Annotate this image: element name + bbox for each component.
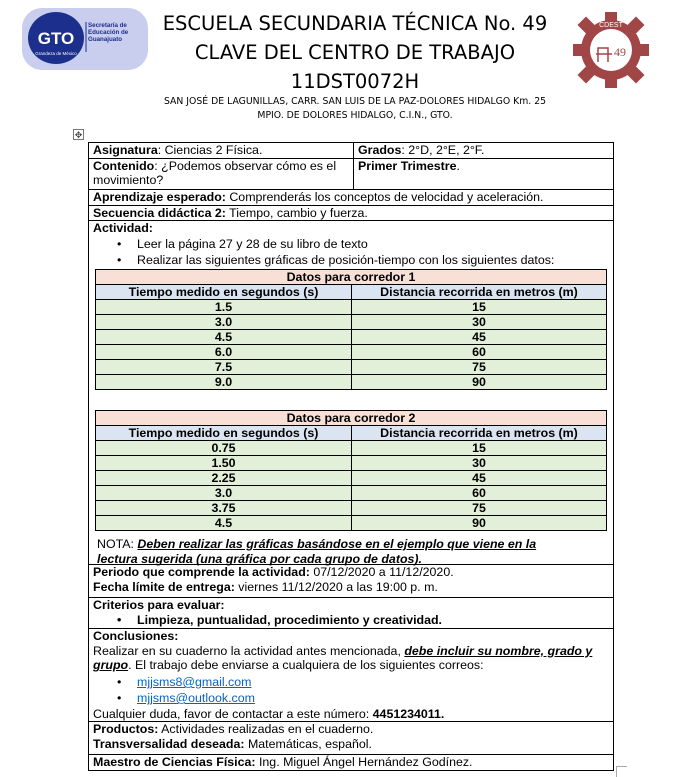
maestro-value: Ing. Miguel Ángel Hernández Godínez. xyxy=(255,755,473,770)
address-line-1: SAN JOSÉ DE LAGUNILLAS, CARR. SAN LUIS DE LA PAZ-DOLORES HIDALGO Km. 25 xyxy=(163,96,547,107)
cdest-logo-text: CDEST xyxy=(599,22,623,29)
email-link[interactable]: mjjsms8@gmail.com xyxy=(137,675,252,689)
asignatura-label: Asignatura xyxy=(93,143,158,157)
fecha-label: Fecha límite de entrega: xyxy=(93,579,235,594)
table-row: 0.75 15 xyxy=(96,441,607,456)
secuencia-label: Secuencia didáctica 2: xyxy=(93,205,226,220)
table-row: 4.5 45 xyxy=(96,330,607,345)
transversalidad-value: Matemáticas, español. xyxy=(244,736,372,751)
gto-logo-text: GTO xyxy=(37,29,75,48)
clave-title: CLAVE DEL CENTRO DE TRABAJO xyxy=(194,41,516,64)
corredor-1-table xyxy=(95,269,607,390)
asignatura-cell xyxy=(89,143,354,159)
conclusiones-label: Conclusiones: xyxy=(93,629,179,644)
nota-text: Deben realizar las gráficas basándose en el ejemplo que viene en la lectura sugerida (una gráfica por cada grupo de datos). xyxy=(97,537,537,566)
grados-cell xyxy=(354,143,614,159)
contacto-line xyxy=(93,707,444,722)
actividad-item: • Realizar las siguientes gráficas de posición-tiempo con los siguientes datos: xyxy=(117,253,555,267)
table-caption: Datos para corredor 1 xyxy=(96,270,607,285)
gto-logo xyxy=(22,8,148,70)
aprendizaje-value: Comprenderás los conceptos de velocidad y aceleración. xyxy=(225,189,544,204)
conclusiones-emphasis: debe incluir su nombre, grado y grupo xyxy=(93,643,593,673)
table-row: 3.75 75 xyxy=(96,501,607,516)
table-row: 2.25 45 xyxy=(96,471,607,486)
secuencia-cell xyxy=(89,205,614,221)
aprendizaje-label: Aprendizaje esperado: xyxy=(93,189,226,204)
maestro-cell xyxy=(89,755,614,771)
table-row: 6.0 60 xyxy=(96,345,607,360)
address-line-2: MPIO. DE DOLORES HIDALGO, C.I.N., GTO. xyxy=(257,110,453,121)
grados-value: : 2°D, 2°E, 2°F. xyxy=(401,143,485,157)
gto-logo-org: Secretaría de Educación de Guanajuato xyxy=(88,22,129,43)
productos-cell xyxy=(89,722,614,755)
criterios-item: • Limpieza, puntualidad, procedimiento y creatividad. xyxy=(117,613,443,627)
column-header: Tiempo medido en segundos (s) xyxy=(96,285,352,300)
periodo-cell xyxy=(89,565,614,598)
nota-label: NOTA: xyxy=(97,537,138,551)
periodo-label: Periodo que comprende la actividad: xyxy=(93,565,310,580)
conclusiones-text-2: . El trabajo debe enviarse a cualquiera de los siguientes correos: xyxy=(128,658,484,673)
actividad-item: • Leer la página 27 y 28 de su libro de texto xyxy=(117,237,368,251)
table-row: 3.0 30 xyxy=(96,315,607,330)
table-row: 1.50 30 xyxy=(96,456,607,471)
cdest-logo-num: 49 xyxy=(614,45,626,59)
table-move-handle-icon[interactable]: ✥ xyxy=(74,130,83,140)
email-link[interactable]: mjjsms@outlook.com xyxy=(137,691,255,705)
trimestre-label: Primer Trimestre xyxy=(358,158,457,173)
conclusiones-text-1: Realizar en su cuaderno la actividad antes mencionada, xyxy=(93,643,405,658)
table-row: 1.5 15 xyxy=(96,300,607,315)
table-row: 9.0 90 xyxy=(96,375,607,390)
table-row: 7.5 75 xyxy=(96,360,607,375)
secuencia-value: Tiempo, cambio y fuerza. xyxy=(225,205,368,220)
column-header: Distancia recorrida en metros (m) xyxy=(352,426,607,441)
telefono: 4451234011. xyxy=(372,707,445,721)
contacto-text: Cualquier duda, favor de contactar a este número: xyxy=(93,707,373,721)
email-item: • mjjsms8@gmail.com xyxy=(117,675,252,689)
email-item: • mjjsms@outlook.com xyxy=(117,691,255,705)
actividad-label: Actividad: xyxy=(93,221,153,236)
trimestre-dot: . xyxy=(456,158,460,173)
asignatura-value: : Ciencias 2 Física. xyxy=(157,143,263,157)
fecha-value: viernes 11/12/2020 a las 19:00 p. m. xyxy=(234,579,438,594)
periodo-value: 07/12/2020 a 11/12/2020. xyxy=(309,565,454,580)
table-row: 3.0 60 xyxy=(96,486,607,501)
column-header: Distancia recorrida en metros (m) xyxy=(352,285,607,300)
contenido-cell xyxy=(89,158,354,189)
criterios-label: Criterios para evaluar: xyxy=(93,598,225,613)
school-name: ESCUELA SECUNDARIA TÉCNICA No. 49 xyxy=(162,12,548,35)
aprendizaje-cell xyxy=(89,189,614,205)
column-header: Tiempo medido en segundos (s) xyxy=(96,426,352,441)
maestro-label: Maestro de Ciencias Física: xyxy=(93,755,256,770)
transversalidad-label: Transversalidad deseada: xyxy=(93,736,245,751)
corredor-2-table xyxy=(95,410,607,531)
trimestre-cell xyxy=(354,158,614,189)
contenido-label: Contenido xyxy=(93,158,155,173)
table-row: 4.5 90 xyxy=(96,516,607,531)
cdest-logo xyxy=(568,6,654,92)
table-caption: Datos para corredor 2 xyxy=(96,411,607,426)
grados-label: Grados xyxy=(358,143,402,157)
productos-value: Actividades realizadas en el cuaderno. xyxy=(158,722,374,737)
contenido-value: : ¿Podemos observar cómo es el movimiento? xyxy=(93,158,337,188)
nota-note xyxy=(97,537,577,566)
page-corner-mark xyxy=(616,766,627,777)
gto-logo-sub: Grandeza de México xyxy=(35,51,77,56)
productos-label: Productos: xyxy=(93,722,159,737)
school-code: 11DST0072H xyxy=(290,70,420,93)
